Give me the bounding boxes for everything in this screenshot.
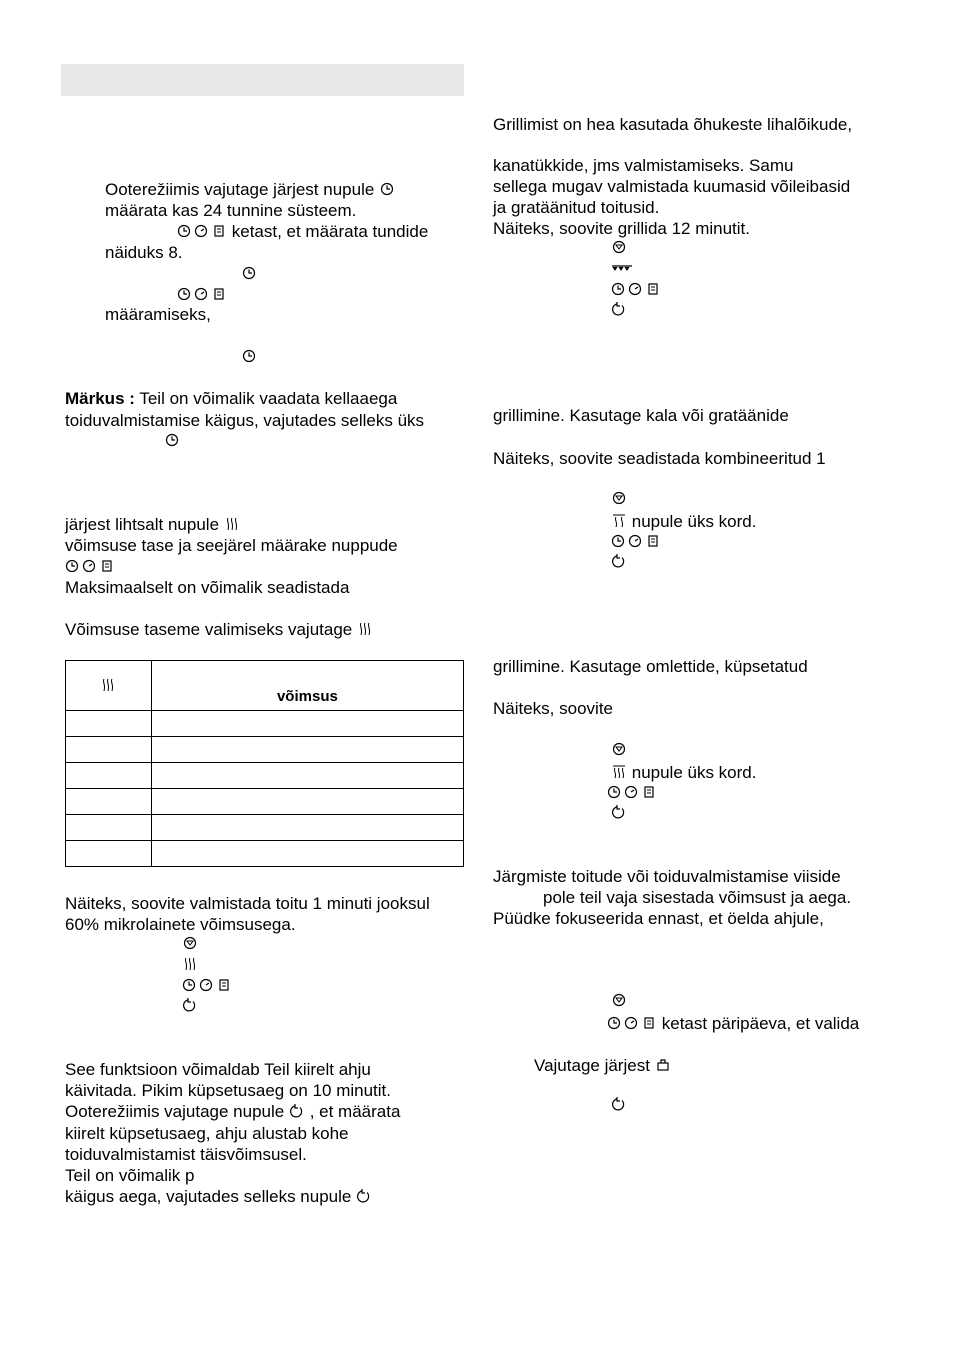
clock-icon <box>164 432 180 448</box>
micro-dial-icon <box>65 557 115 577</box>
grill-start-icon <box>611 300 627 320</box>
table-row <box>66 789 464 815</box>
example-line-1: Näiteks, soovite valmistada toitu 1 minuti jooksul <box>65 894 430 913</box>
grill-dial-icon <box>611 280 661 300</box>
power-table <box>65 660 464 867</box>
grill-line-4: ja gratäänitud toitusid. <box>493 198 660 217</box>
start-icon <box>611 301 627 317</box>
start-icon <box>289 1103 305 1119</box>
grill-line-2: kanatükkide, jms valmistamiseks. Samu <box>493 156 794 175</box>
dial-step-icon <box>177 285 227 305</box>
grill-icon <box>611 260 633 276</box>
example-line-2: 60% mikrolainete võimsusega. <box>65 915 296 934</box>
microwave-power-icon <box>182 956 198 972</box>
note-clock-icon <box>164 431 180 451</box>
auto-line-1: Järgmiste toitude või toiduvalmistamise viiside <box>493 867 841 886</box>
clock-step-icon <box>241 264 257 284</box>
clock-icon <box>241 348 257 364</box>
combo2-start-icon <box>611 803 627 823</box>
table-header-left <box>66 661 152 711</box>
grill-line-3: sellega mugav valmistada kuumasid võileibasid <box>493 177 851 196</box>
quick-line-4: kiirelt küpsetusaeg, ahju alustab kohe <box>65 1124 349 1143</box>
combo2-line-1: grillimine. Kasutage omlettide, küpsetatud <box>493 657 808 676</box>
quick-line-7: käigus aega, vajutades selleks nupule <box>65 1187 372 1207</box>
clock-icon <box>241 265 257 281</box>
clock-line-3: ketast, et määrata tundide <box>177 222 428 242</box>
combo2-line-2: Näiteks, soovite <box>493 699 613 718</box>
stop-icon <box>611 239 627 255</box>
quick-line-2: käivitada. Pikim küpsetusaeg on 10 minutit. <box>65 1081 392 1100</box>
combo1-line-3: nupule üks kord. <box>611 512 756 532</box>
dial-icon <box>177 223 227 239</box>
dial-icon <box>182 977 232 993</box>
start-icon <box>611 553 627 569</box>
combo1-line-2: Näiteks, soovite seadistada kombineeritud 1 <box>493 449 826 468</box>
grill-stop-icon <box>611 238 627 258</box>
start-icon <box>356 1188 372 1204</box>
auto-line-2: pole teil vaja sisestada võimsust ja aega. <box>543 888 852 907</box>
combo1-start-icon <box>611 552 627 572</box>
micro-line-3: Maksimaalselt on võimalik seadistada <box>65 578 350 597</box>
grill-line-1: Grillimist on hea kasutada õhukeste lihalõikude, <box>493 115 853 134</box>
table-row <box>66 711 464 737</box>
stop-icon <box>611 490 627 506</box>
auto-line-3: Püüdke fokuseerida ennast, et öelda ahjule, <box>493 909 824 928</box>
dial-icon <box>65 558 115 574</box>
auto-start-icon <box>611 1095 627 1115</box>
microwave-power-icon <box>611 764 627 780</box>
dial-icon <box>177 286 227 302</box>
micro-line-4: Võimsuse taseme valimiseks vajutage <box>65 620 373 640</box>
table-header-right: võimsus <box>151 661 463 711</box>
start-icon <box>611 1096 627 1112</box>
micro-line-1: järjest lihtsalt nupule <box>65 515 240 535</box>
auto-line-5: Vajutage järjest <box>534 1056 671 1076</box>
quick-line-1: See funktsioon võimaldab Teil kiirelt ahju <box>65 1060 371 1079</box>
example-dial-icon <box>182 976 232 996</box>
dial-icon <box>611 281 661 297</box>
clock-line-4: näiduks 8. <box>105 243 183 262</box>
auto-stop-icon <box>611 991 627 1011</box>
section-header-bar <box>61 64 464 96</box>
dial-icon <box>607 784 657 800</box>
auto-line-4: ketast päripäeva, et valida <box>607 1014 859 1034</box>
micro-line-2: võimsuse tase ja seejärel määrake nuppude <box>65 536 398 555</box>
dial-icon <box>611 533 661 549</box>
stop-icon <box>611 741 627 757</box>
table-header-row <box>66 661 464 711</box>
combo2-stop-icon <box>611 740 627 760</box>
quick-line-6: Teil on võimalik p <box>65 1166 195 1185</box>
microwave-power-icon <box>611 513 627 529</box>
combo2-line-3: nupule üks kord. <box>611 763 756 783</box>
start-icon <box>182 997 198 1013</box>
clock-icon <box>379 181 395 197</box>
start-icon <box>611 804 627 820</box>
note-line-1: Märkus : Teil on võimalik vaadata kellaaega <box>65 389 398 408</box>
combo1-dial-icon <box>611 532 661 552</box>
combo1-line-1: grillimine. Kasutage kala või gratäänide <box>493 406 789 425</box>
quick-line-5: toiduvalmistamist täisvõimsusel. <box>65 1145 307 1164</box>
table-row <box>66 815 464 841</box>
clock-confirm-icon <box>241 347 257 367</box>
stop-icon <box>611 992 627 1008</box>
combo1-stop-icon <box>611 489 627 509</box>
example-start-icon <box>182 996 198 1016</box>
microwave-power-icon <box>224 516 240 532</box>
note-line-2: toiduvalmistamise käigus, vajutades selleks üks <box>65 411 425 430</box>
combo2-dial-icon <box>607 783 657 803</box>
grill-grill-icon <box>611 259 633 279</box>
grill-line-5: Näiteks, soovite grillida 12 minutit. <box>493 219 751 238</box>
microwave-power-icon <box>100 677 116 693</box>
clock-line-5: määramiseks, <box>105 305 211 324</box>
example-power-icon <box>182 955 198 975</box>
weight-icon <box>655 1057 671 1073</box>
table-row <box>66 841 464 867</box>
table-row <box>66 737 464 763</box>
quick-line-3: Ooterežiimis vajutage nupule , et määrata <box>65 1102 401 1121</box>
dial-icon <box>607 1015 657 1031</box>
stop-icon <box>182 935 198 951</box>
clock-line-2: määrata kas 24 tunnine süsteem. <box>105 201 357 220</box>
microwave-power-icon <box>357 621 373 637</box>
table-row <box>66 763 464 789</box>
example-stop-icon <box>182 934 198 954</box>
clock-line-1: Ooterežiimis vajutage järjest nupule <box>105 180 395 200</box>
